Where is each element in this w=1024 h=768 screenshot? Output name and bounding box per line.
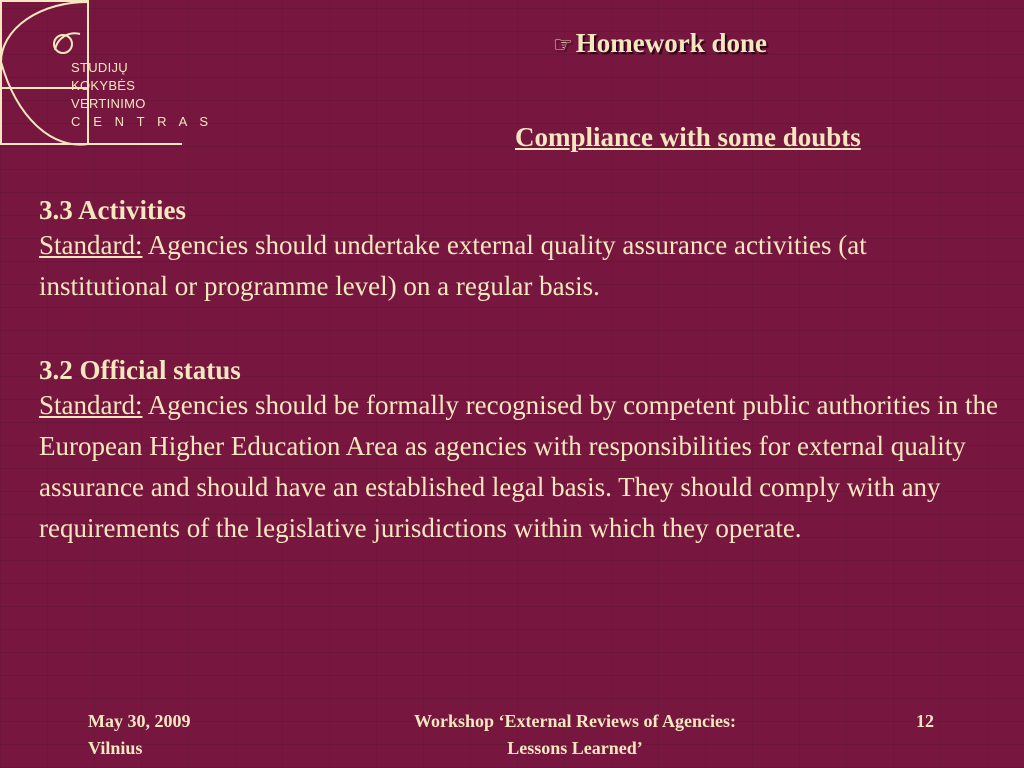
logo-line-3: VERTINIMO xyxy=(71,96,146,111)
section-heading: 3.3 Activities xyxy=(39,195,186,225)
standard-label: Standard: xyxy=(39,230,143,260)
footer-workshop-line-1: Workshop ‘External Reviews of Agencies: xyxy=(414,711,736,731)
compliance-verdict: Compliance with some doubts xyxy=(515,122,861,152)
footer-date-place xyxy=(88,708,191,762)
section-standard xyxy=(39,385,999,549)
logo-wordmark xyxy=(71,59,213,131)
section-activities xyxy=(39,195,999,307)
footer-workshop-line-2: Lessons Learned’ xyxy=(507,738,643,758)
footer-page-number: 12 xyxy=(916,711,934,731)
logo-line-4: C E N T R A S xyxy=(71,114,213,129)
standard-label: Standard: xyxy=(39,390,143,420)
standard-text: Agencies should undertake external quality assurance activities (at institutional or programme level) on a regular basis. xyxy=(39,230,867,301)
footer-workshop-title xyxy=(330,708,820,762)
logo-line-1: STUDIJŲ xyxy=(71,60,128,75)
section-heading: 3.2 Official status xyxy=(39,355,241,385)
footer-date: May 30, 2009 xyxy=(88,711,191,731)
logo-line-2: KOKYBĖS xyxy=(71,78,136,93)
hand-pointer-icon: ☞ xyxy=(553,32,573,57)
homework-status xyxy=(553,28,767,59)
standard-text: Agencies should be formally recognised by competent public authorities in the European Higher Education Area as agencies with responsibilities for external quality assurance and should have an established legal basis. They should comply with any requirements of the legislative jurisdictions within which they operate. xyxy=(39,390,999,543)
homework-title: Homework done xyxy=(575,28,767,58)
section-standard xyxy=(39,225,999,307)
logo xyxy=(0,0,213,150)
footer-place: Vilnius xyxy=(88,738,143,758)
section-official-status xyxy=(39,355,999,549)
